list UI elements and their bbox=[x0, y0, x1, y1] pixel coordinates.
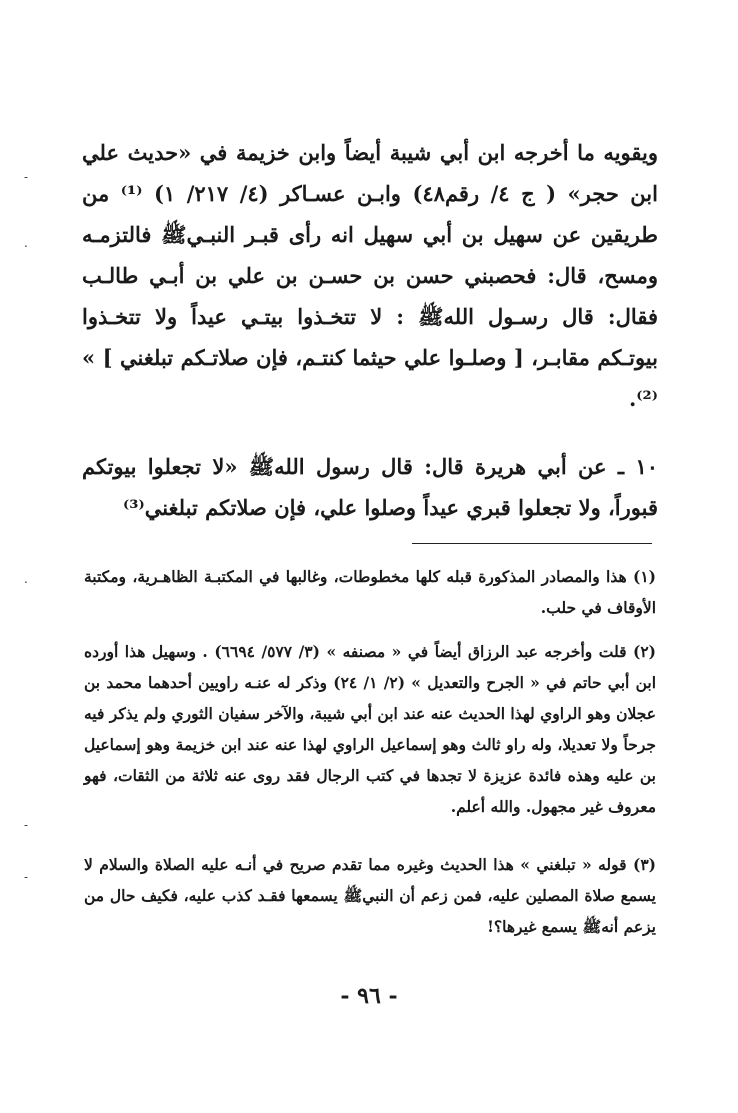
footnote-1: (١) هذا والمصادر المذكورة قبله كلها مخطوطات، وغالبها في المكتبـة الظاهـرية، ومكتبة الأوقاف في حلب. bbox=[84, 567, 656, 617]
main-paragraph-2 bbox=[82, 446, 658, 528]
margin-mark: - bbox=[24, 870, 29, 884]
footnote-separator bbox=[412, 543, 652, 544]
footnote-2: (٢) قلت وأخرجه عبد الرزاق أيضاً في « مصنفه » (٣/ ٥٧٧/ ٦٦٩٤) . وسهيل هذا أورده ابن أبي حاتم في « الجرح والتعديل » (٢/ ١/ ٢٤) وذكر له عنـه راويين أحدهما محمد بن عجلان وهو الراوي لهذا الحديث عنه عند ابن أبي شيبة، والآخر سفيان الثوري ولم يذكر فيه جرحاً ولا تعديلا، وله راو ثالث وهو إسماعيل الراوي لهذا عنه عند ابن خزيمة وهو إسماعيل بن عليه وهذه فائدة عزيزة لا تجدها في كتب الرجال فقد روى عنه ثلاثة من الثقات، فهو معروف غير مجهول. والله أعلم. bbox=[84, 642, 656, 816]
main-paragraph-1-text: ويقويه ما أخرجه ابن أبي شيبة أيضاً وابن خزيمة في «حديث علي ابن حجر» ( ج ٤/ رقم٤٨) وابـن عسـاكر (٤/ ٢١٧/ ١) ⁽¹⁾ من طريقين عن سهيل بن أبي سهيل انه رأى قبـر النبـيﷺ فالتزمـه ومسح، قال: فحصبني حسن بن حسـن بن علي بن أبـي طالـب فقال: قال رسـول اللهﷺ : لا تتخـذوا بيتـي عيداً ولا تتخـذوا بيوتـكم مقابـر، [ وصلـوا علي حيثما كنتـم، فإن صلاتـكم تبلغني ] » ⁽²⁾. bbox=[82, 140, 659, 411]
main-paragraph-1 bbox=[82, 132, 658, 419]
margin-mark: . bbox=[24, 236, 28, 250]
footnote-3: (٣) قوله « تبلغني » هذا الحديث وغيره مما تقدم صريح في أنـه عليه الصلاة والسلام لا يسمع صلاة المصلين عليه، فمن زعم أن النبيﷺ يسمعها فقـد كذب عليه، فكيف حال من يزعم أنهﷺ يسمع غيرها؟! bbox=[84, 855, 656, 936]
margin-mark: - bbox=[24, 818, 29, 832]
margin-mark: . bbox=[24, 572, 28, 586]
main-paragraph-2-text: ١٠ ـ عن أبي هريرة قال: قال رسول اللهﷺ «لا تجعلوا بيوتكم قبوراً، ولا تجعلوا قبري عيداً وصلوا علي، فإن صلاتكم تبلغني⁽³⁾ bbox=[82, 454, 658, 520]
margin-mark: - bbox=[24, 170, 29, 184]
page-number: - ٩٦ - bbox=[340, 983, 398, 1009]
